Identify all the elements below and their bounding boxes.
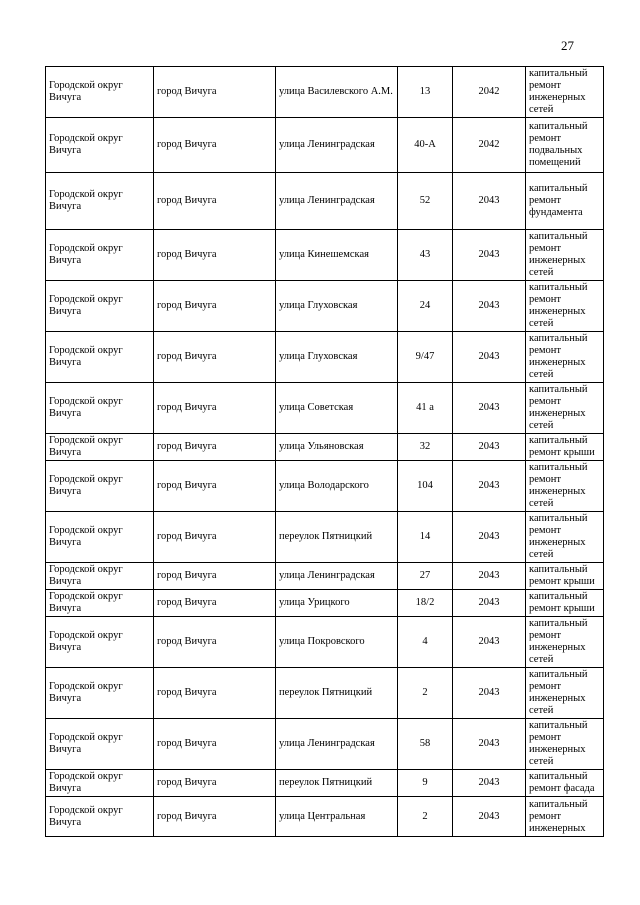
house-number-cell: 4: [398, 617, 453, 668]
table-row: [46, 461, 604, 512]
work-type-cell: капитальный ремонт крыши: [526, 590, 604, 617]
year-cell: 2043: [453, 332, 526, 383]
district-cell: Городской округ Вичуга: [46, 332, 154, 383]
house-number-cell: 14: [398, 512, 453, 563]
city-cell: город Вичуга: [154, 281, 276, 332]
street-cell: улица Советская: [276, 383, 398, 434]
house-number-cell: 58: [398, 719, 453, 770]
district-cell: Городской округ Вичуга: [46, 461, 154, 512]
house-number-cell: 104: [398, 461, 453, 512]
city-cell: город Вичуга: [154, 461, 276, 512]
city-cell: город Вичуга: [154, 332, 276, 383]
year-cell: 2043: [453, 461, 526, 512]
year-cell: 2043: [453, 563, 526, 590]
district-cell: Городской округ Вичуга: [46, 719, 154, 770]
city-cell: город Вичуга: [154, 512, 276, 563]
district-cell: Городской округ Вичуга: [46, 668, 154, 719]
year-cell: 2042: [453, 118, 526, 173]
house-number-cell: 9/47: [398, 332, 453, 383]
work-type-cell: капитальный ремонт инженерных сетей: [526, 67, 604, 118]
street-cell: улица Володарского: [276, 461, 398, 512]
year-cell: 2043: [453, 719, 526, 770]
page-number: 27: [561, 38, 574, 53]
house-number-cell: 43: [398, 230, 453, 281]
year-cell: 2043: [453, 797, 526, 837]
house-number-cell: 41 а: [398, 383, 453, 434]
table-row: [46, 281, 604, 332]
city-cell: город Вичуга: [154, 617, 276, 668]
district-cell: Городской округ Вичуга: [46, 67, 154, 118]
work-type-cell: капитальный ремонт инженерных сетей: [526, 332, 604, 383]
table-row: [46, 434, 604, 461]
street-cell: улица Покровского: [276, 617, 398, 668]
work-type-cell: капитальный ремонт инженерных сетей: [526, 461, 604, 512]
street-cell: переулок Пятницкий: [276, 770, 398, 797]
work-type-cell: капитальный ремонт фасада: [526, 770, 604, 797]
district-cell: Городской округ Вичуга: [46, 590, 154, 617]
street-cell: улица Центральная: [276, 797, 398, 837]
city-cell: город Вичуга: [154, 590, 276, 617]
year-cell: 2043: [453, 668, 526, 719]
city-cell: город Вичуга: [154, 563, 276, 590]
city-cell: город Вичуга: [154, 230, 276, 281]
repair-schedule-table: [45, 66, 604, 837]
table-row: [46, 67, 604, 118]
district-cell: Городской округ Вичуга: [46, 118, 154, 173]
table-row: [46, 719, 604, 770]
city-cell: город Вичуга: [154, 797, 276, 837]
house-number-cell: 13: [398, 67, 453, 118]
street-cell: улица Глуховская: [276, 332, 398, 383]
street-cell: улица Глуховская: [276, 281, 398, 332]
district-cell: Городской округ Вичуга: [46, 281, 154, 332]
work-type-cell: капитальный ремонт инженерных сетей: [526, 230, 604, 281]
year-cell: 2043: [453, 770, 526, 797]
street-cell: улица Ульяновская: [276, 434, 398, 461]
year-cell: 2043: [453, 590, 526, 617]
table-row: [46, 668, 604, 719]
house-number-cell: 18/2: [398, 590, 453, 617]
table-row: [46, 563, 604, 590]
work-type-cell: капитальный ремонт инженерных: [526, 797, 604, 837]
table-row: [46, 383, 604, 434]
year-cell: 2043: [453, 230, 526, 281]
work-type-cell: капитальный ремонт крыши: [526, 563, 604, 590]
year-cell: 2043: [453, 383, 526, 434]
district-cell: Городской округ Вичуга: [46, 173, 154, 230]
year-cell: 2043: [453, 281, 526, 332]
city-cell: город Вичуга: [154, 770, 276, 797]
street-cell: переулок Пятницкий: [276, 668, 398, 719]
city-cell: город Вичуга: [154, 383, 276, 434]
house-number-cell: 2: [398, 797, 453, 837]
house-number-cell: 2: [398, 668, 453, 719]
house-number-cell: 40-А: [398, 118, 453, 173]
work-type-cell: капитальный ремонт инженерных сетей: [526, 281, 604, 332]
work-type-cell: капитальный ремонт крыши: [526, 434, 604, 461]
district-cell: Городской округ Вичуга: [46, 434, 154, 461]
street-cell: улица Урицкого: [276, 590, 398, 617]
city-cell: город Вичуга: [154, 434, 276, 461]
street-cell: улица Ленинградская: [276, 563, 398, 590]
year-cell: 2043: [453, 173, 526, 230]
work-type-cell: капитальный ремонт инженерных сетей: [526, 383, 604, 434]
house-number-cell: 32: [398, 434, 453, 461]
city-cell: город Вичуга: [154, 173, 276, 230]
district-cell: Городской округ Вичуга: [46, 512, 154, 563]
year-cell: 2042: [453, 67, 526, 118]
street-cell: улица Ленинградская: [276, 118, 398, 173]
table-row: [46, 797, 604, 837]
table-row: [46, 230, 604, 281]
street-cell: улица Ленинградская: [276, 719, 398, 770]
street-cell: улица Ленинградская: [276, 173, 398, 230]
year-cell: 2043: [453, 617, 526, 668]
district-cell: Городской округ Вичуга: [46, 230, 154, 281]
district-cell: Городской округ Вичуга: [46, 797, 154, 837]
year-cell: 2043: [453, 512, 526, 563]
house-number-cell: 27: [398, 563, 453, 590]
street-cell: улица Василевского А.М.: [276, 67, 398, 118]
table-row: [46, 118, 604, 173]
house-number-cell: 52: [398, 173, 453, 230]
work-type-cell: капитальный ремонт инженерных сетей: [526, 617, 604, 668]
district-cell: Городской округ Вичуга: [46, 563, 154, 590]
district-cell: Городской округ Вичуга: [46, 383, 154, 434]
district-cell: Городской округ Вичуга: [46, 617, 154, 668]
table-row: [46, 617, 604, 668]
table-row: [46, 590, 604, 617]
work-type-cell: капитальный ремонт фундамента: [526, 173, 604, 230]
table-row: [46, 770, 604, 797]
year-cell: 2043: [453, 434, 526, 461]
work-type-cell: капитальный ремонт инженерных сетей: [526, 719, 604, 770]
city-cell: город Вичуга: [154, 668, 276, 719]
work-type-cell: капитальный ремонт инженерных сетей: [526, 668, 604, 719]
city-cell: город Вичуга: [154, 719, 276, 770]
street-cell: переулок Пятницкий: [276, 512, 398, 563]
table-row: [46, 173, 604, 230]
table-row: [46, 512, 604, 563]
street-cell: улица Кинешемская: [276, 230, 398, 281]
house-number-cell: 24: [398, 281, 453, 332]
house-number-cell: 9: [398, 770, 453, 797]
city-cell: город Вичуга: [154, 118, 276, 173]
district-cell: Городской округ Вичуга: [46, 770, 154, 797]
city-cell: город Вичуга: [154, 67, 276, 118]
table-row: [46, 332, 604, 383]
work-type-cell: капитальный ремонт подвальных помещений: [526, 118, 604, 173]
work-type-cell: капитальный ремонт инженерных сетей: [526, 512, 604, 563]
